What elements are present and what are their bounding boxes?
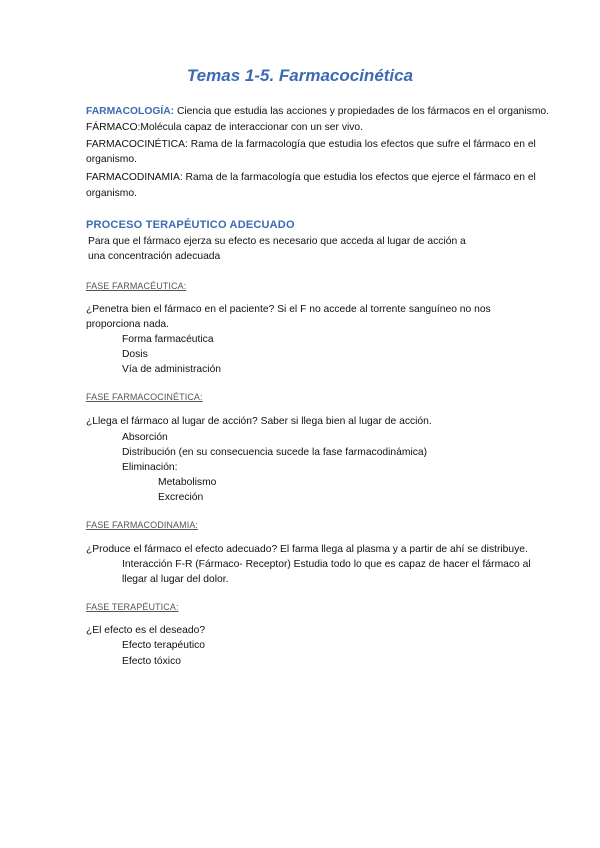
list-item: Efecto terapéutico <box>122 640 205 651</box>
list-item: Distribución (en su consecuencia sucede la fase farmacodinámica) <box>122 447 428 458</box>
page-title: Temas 1-5. Farmacocinética <box>186 66 414 85</box>
definition-text: Ciencia que estudia las acciones y propiedades de los fármacos en el organismo. <box>174 106 550 117</box>
proceso-text-line1: Para que el fármaco ejerza su efecto es necesario que acceda al lugar de acción a <box>88 236 466 247</box>
sub-list-item: Metabolismo <box>158 477 217 488</box>
definition-farmaco: FÁRMACO:Molécula capaz de interaccionar con un ser vivo. <box>86 122 363 133</box>
sub-list-item: Excreción <box>158 492 204 503</box>
fase-terapeutica-question: ¿El efecto es el deseado? <box>86 625 206 636</box>
list-item: Vía de administración <box>122 364 222 375</box>
definition-term: FARMACOLOGÍA: <box>86 106 175 117</box>
list-item: Forma farmacéutica <box>122 334 214 345</box>
fase-farmacocinetica-heading: FASE FARMACOCINÉTICA: <box>86 392 203 402</box>
fase-farmacodinamia-heading: FASE FARMACODINAMIA: <box>86 520 199 530</box>
fase-farmaceutica-question-cont: proporciona nada. <box>86 319 170 330</box>
list-item: Dosis <box>122 349 148 360</box>
list-item: Eliminación: <box>122 462 178 473</box>
definition-farmacologia <box>86 105 549 119</box>
fase-farmacodinamia-question: ¿Produce el fármaco el efecto adecuado? El farma llega al plasma y a partir de ahí se distribuye. <box>86 544 528 555</box>
list-item: Interacción F-R (Fármaco- Receptor) Estudia todo lo que es capaz de hacer el fármaco al <box>122 559 531 570</box>
list-item-cont: llegar al lugar del dolor. <box>122 574 229 585</box>
fase-farmaceutica-heading: FASE FARMACÉUTICA: <box>86 281 187 291</box>
list-item: Efecto tóxico <box>122 656 181 667</box>
proceso-text-line2: una concentración adecuada <box>88 251 221 262</box>
definition-farmacodinamia-cont: organismo. <box>86 188 137 199</box>
definition-farmacocinetica: FARMACOCINÉTICA: Rama de la farmacología que estudia los efectos que sufre el fármaco en el <box>86 139 536 150</box>
fase-farmaceutica-question: ¿Penetra bien el fármaco en el paciente? Si el F no accede al torrente sanguíneo no nos <box>86 304 491 315</box>
list-item: Absorción <box>122 432 168 443</box>
fase-terapeutica-heading: FASE TERAPÉUTICA: <box>86 602 179 612</box>
proceso-heading: PROCESO TERAPÉUTICO ADECUADO <box>86 219 295 231</box>
definition-farmacocinetica-cont: organismo. <box>86 154 137 165</box>
fase-farmacocinetica-question: ¿Llega el fármaco al lugar de acción? Saber si llega bien al lugar de acción. <box>86 416 432 427</box>
definition-farmacodinamia: FARMACODINAMIA: Rama de la farmacología que estudia los efectos que ejerce el fármaco en el <box>86 172 536 183</box>
